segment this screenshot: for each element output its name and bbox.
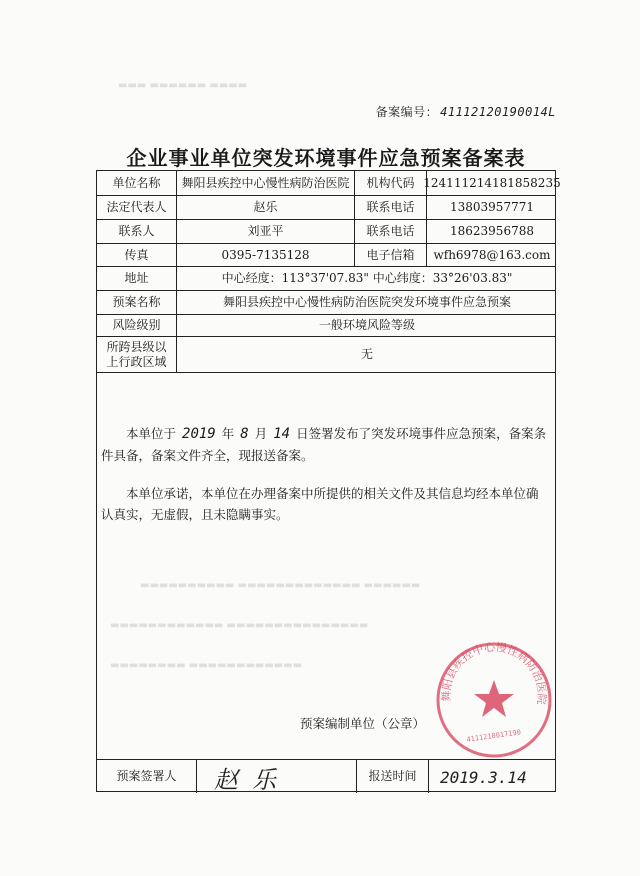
table-row xyxy=(97,244,555,267)
bleed-through-text: ▬▬▬ ▬▬▬▬▬▬ ▬▬▬▬ xyxy=(118,80,248,91)
fax-value: 0395-7135128 xyxy=(177,244,355,266)
handwritten-year: 2019 xyxy=(182,426,216,442)
svg-text:舞阳县疾控中心慢性病防治医院: 舞阳县疾控中心慢性病防治医院 xyxy=(439,640,549,706)
email-value: wfh6978@163.com xyxy=(433,247,551,262)
cross-region-value: 无 xyxy=(360,347,373,361)
org-code-value: 124111214181858235 xyxy=(423,175,561,190)
seal-star-icon xyxy=(474,680,514,717)
page-title: 企业事业单位突发环境事件应急预案备案表 xyxy=(126,146,526,170)
statement-paragraph-2: 本单位承诺，本单位在办理备案中所提供的相关文件及其信息均经本单位确认真实，无虚假，且未隐瞒事实。 xyxy=(101,486,539,522)
handwritten-submit-date: 2019.3.14 xyxy=(440,768,527,787)
legal-rep-value: 赵乐 xyxy=(177,196,355,219)
risk-level-label: 风险级别 xyxy=(97,315,177,336)
bleed-through-text: ▬▬▬▬▬▬▬▬ ▬▬▬▬▬▬▬▬▬▬▬▬ xyxy=(110,660,303,671)
plan-name-label: 预案名称 xyxy=(97,291,177,314)
contact-value: 刘亚平 xyxy=(177,220,355,243)
statement-paragraph-1: 本单位于 2019 年 8 月 14 日签署发布了突发环境事件应急预案，备案条件具备，备案文件齐全，现报送备案。 xyxy=(101,426,547,463)
legal-rep-phone-label: 联系电话 xyxy=(355,196,427,219)
table-row xyxy=(97,196,555,220)
table-row xyxy=(97,315,555,337)
bleed-through-text: ▬▬▬▬▬▬▬▬▬▬▬▬ ▬▬▬▬▬▬▬▬▬▬▬▬▬▬▬ xyxy=(110,620,369,631)
address-label: 地址 xyxy=(97,267,177,290)
record-number xyxy=(376,103,556,120)
record-number-value: 41112120190014L xyxy=(440,105,556,119)
legal-rep-phone-value: 13803957771 xyxy=(450,200,534,214)
cross-region-label: 所跨县级以上行政区域 xyxy=(97,337,177,372)
address-value: 中心经度：113°37'07.83" 中心纬度：33°26'03.83" xyxy=(221,271,513,285)
record-number-label: 备案编号： xyxy=(375,105,439,119)
table-row xyxy=(97,220,555,244)
handwritten-day: 14 xyxy=(273,426,291,442)
contact-label: 联系人 xyxy=(97,220,177,243)
handwritten-signature: 赵乐 xyxy=(214,766,290,794)
signer-label: 预案签署人 xyxy=(97,760,197,793)
bleed-through-text: ▬▬▬▬▬▬▬▬▬▬ ▬▬▬▬▬▬▬▬▬▬▬▬▬ ▬▬▬▬▬▬ xyxy=(140,580,421,591)
plan-name-value: 舞阳县疾控中心慢性病防治医院突发环境事件应急预案 xyxy=(222,295,511,309)
org-code-label: 机构代码 xyxy=(355,171,427,195)
unit-name-label: 单位名称 xyxy=(97,171,177,195)
official-seal-stamp xyxy=(432,638,556,762)
table-row xyxy=(97,337,555,373)
table-row xyxy=(97,291,555,315)
email-label: 电子信箱 xyxy=(355,244,427,266)
unit-name-value: 舞阳县疾控中心慢性病防治医院 xyxy=(177,171,355,195)
svg-text:4111210017190: 4111210017190 xyxy=(466,728,522,744)
fax-label: 传真 xyxy=(97,244,177,266)
handwritten-month: 8 xyxy=(240,426,249,442)
contact-phone-label: 联系电话 xyxy=(355,220,427,243)
submit-time-label: 报送时间 xyxy=(357,760,429,793)
compiling-unit-seal-label: 预案编制单位（公章） xyxy=(300,716,426,731)
risk-level-value: 一般环境风险等级 xyxy=(318,318,415,332)
contact-phone-value: 18623956788 xyxy=(450,224,534,238)
legal-rep-label: 法定代表人 xyxy=(97,196,177,219)
table-row xyxy=(97,171,561,196)
table-row xyxy=(97,267,555,291)
